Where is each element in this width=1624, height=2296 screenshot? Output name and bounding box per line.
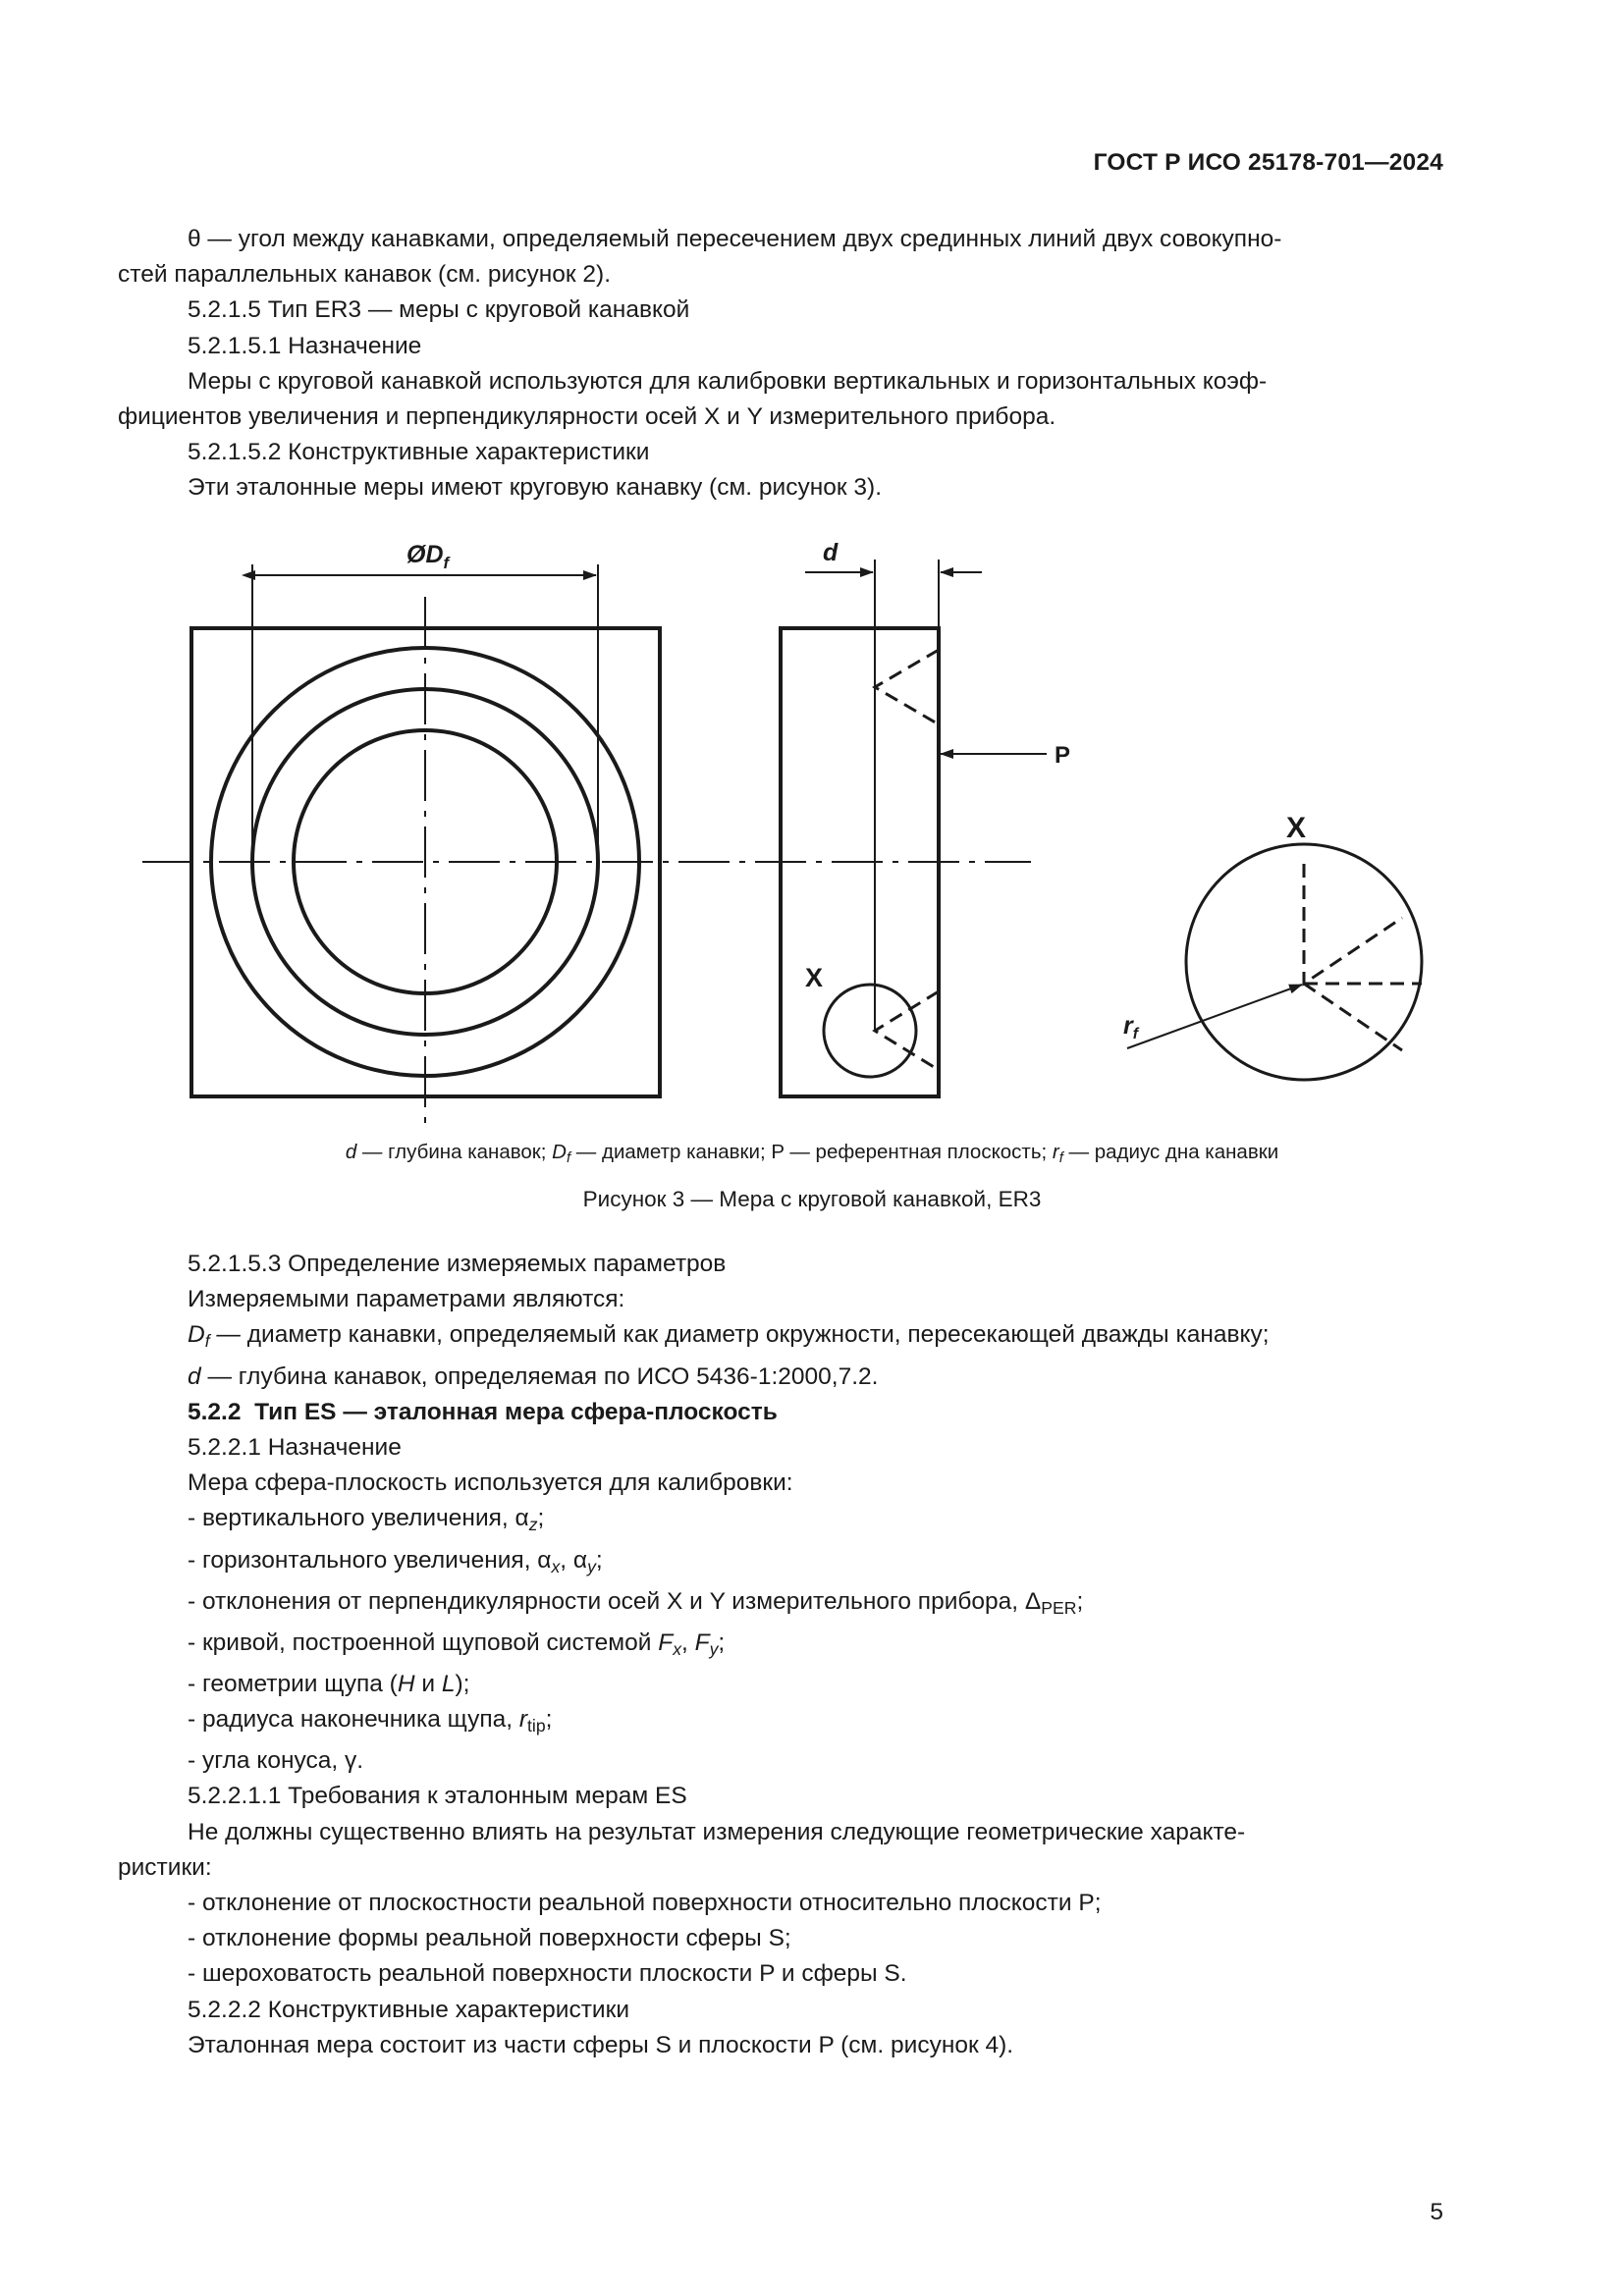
req-item-form: - отклонение формы реальной поверхности сферы S; [188,1925,791,1952]
item-tip-radius [188,1702,1442,1743]
i1-end: ; [537,1505,545,1532]
document-header: ГОСТ Р ИСО 25178-701—2024 [1093,149,1443,176]
requirements-line-2: ристики: [118,1853,212,1881]
legend-d: d [345,1141,357,1163]
top-text-block [118,222,1442,507]
i4: - кривой, построенной щуповой системой [188,1629,659,1656]
legend-D-sub: f [566,1150,571,1167]
figure-caption: Рисунок 3 — Мера с круговой канавкой, ER3 [582,1187,1042,1211]
s522-title: Тип ES — эталонная мера сфера-плоскость [254,1398,778,1425]
detail-view-x [1127,844,1422,1080]
i2-sub1: x [551,1556,561,1576]
item-vertical [188,1501,1442,1542]
groove-profile-top [875,650,939,724]
legend-r: r [1052,1141,1059,1163]
item-horizontal [188,1543,1442,1584]
i3-sub: PER [1041,1597,1077,1618]
i5-end: ); [455,1670,470,1697]
last-paragraph: Эталонная мера состоит из части сферы S и плоскости P (см. рисунок 4). [188,2031,1014,2058]
label-x-detail: X [805,963,824,992]
i6-r: r [518,1706,528,1734]
i5-mid: и [414,1670,442,1697]
i6: - радиуса наконечника щупа, [188,1706,519,1734]
purpose-line-1: Меры с круговой канавкой используются для калибровки вертикальных и горизонтальных коэф- [188,367,1268,395]
i2-end: ; [595,1546,603,1574]
i1: - вертикального увеличения, α [188,1505,529,1532]
item-geometry [188,1667,1442,1702]
section-5-2-1-5-3: 5.2.1.5.3 Определение измеряемых параметров [188,1251,727,1277]
purpose-line-2: фициентов увеличения и перпендикулярности осей X и Y измерительного прибора. [118,403,1056,431]
i5: - геометрии щупа ( [188,1670,398,1697]
legend-r-sub: f [1058,1150,1063,1167]
bottom-text-block [118,1247,1442,2063]
d-text: — глубина канавок, определяемая по ИСО 5436-1:2000,7.2. [200,1362,879,1390]
s522-num: 5.2.2 [188,1398,242,1425]
Df-sub: f [204,1331,210,1352]
Df-text: — диаметр канавки, определяемый как диаметр окружности, пересекающей дважды канавку; [209,1321,1270,1349]
i6-sub: tip [527,1716,546,1736]
i4-F2: F [694,1629,710,1656]
i6-end: ; [545,1706,553,1734]
legend-r-text: — радиус дна канавки [1062,1141,1279,1163]
i5-H: H [397,1670,415,1697]
label-d: d [823,539,839,566]
figure-3-drawing [0,520,1624,1129]
i5-L: L [441,1670,456,1697]
section-5-2-1-5-1: 5.2.1.5.1 Назначение [188,332,422,359]
section-5-2-2-1: 5.2.2.1 Назначение [188,1433,402,1461]
theta-line-1: θ — угол между канавками, определяемый пересечением двух срединных линий двух совокупно- [188,226,1282,252]
req-item-flatness: - отклонение от плоскостности реальной поверхности относительно плоскости P; [188,1890,1102,1917]
i3-end: ; [1076,1587,1084,1615]
i4-sub2: y [709,1638,719,1659]
i2: - горизонтального увеличения, α [188,1546,552,1574]
detail-x-circle [824,985,916,1077]
label-r: $r_f$ [1123,1012,1139,1042]
label-p: P [1055,742,1071,769]
i2-sub2: y [587,1556,596,1576]
Df-symbol: D [188,1321,205,1349]
i4-mid: , [681,1629,695,1656]
section-5-2-2-2: 5.2.2.2 Конструктивные характеристики [188,1996,630,2023]
i4-sub1: x [673,1638,682,1659]
legend-D-text: — диаметр канавки; P — референтная плоскость; [570,1141,1053,1163]
i4-end: ; [718,1629,726,1656]
requirements-line-1: Не должны существенно влиять на результат измерения следующие геометрические характе- [188,1818,1246,1845]
construction-desc: Эти эталонные меры имеют круговую канавку (см. рисунок 3). [188,474,882,502]
section-5-2-1-5-2: 5.2.1.5.2 Конструктивные характеристики [188,439,650,466]
label-diameter: $ØD_f$ [406,541,450,572]
section-5-2-2 [188,1395,1442,1430]
theta-definition-cont: стей параллельных канавок (см. рисунок 2). [118,261,611,289]
detail-groove-profile [1304,864,1402,984]
i1-sub: z [528,1515,538,1535]
front-view [142,564,1031,1129]
section-5-2-2-1-1: 5.2.2.1.1 Требования к эталонным мерам ES [188,1783,687,1810]
i4-F1: F [658,1629,674,1656]
theta-definition [188,222,1442,257]
figure-legend [0,1141,1624,1166]
d-symbol: d [188,1362,201,1390]
item-perpendicularity [188,1584,1442,1626]
def-d [188,1360,1442,1395]
section-5-2-1-5: 5.2.1.5 Тип ER3 — меры с круговой канавкой [188,296,690,324]
legend-D: D [552,1141,567,1163]
i3: - отклонения от перпендикулярности осей X и Y измерительного прибора, Δ [188,1587,1042,1615]
page-number: 5 [1430,2199,1443,2225]
label-x-view: X [1286,812,1307,844]
measured-intro: Измеряемыми параметрами являются: [188,1286,625,1313]
item-curve [188,1626,1442,1667]
legend-d-text: — глубина канавок; [356,1141,553,1163]
calibration-intro: Мера сфера-плоскость используется для калибровки: [188,1469,793,1497]
i2-mid: , α [560,1546,588,1574]
detail-groove-profile-2 [1304,984,1402,1050]
req-item-roughness: - шероховатость реальной поверхности плоскости P и сферы S. [188,1960,907,1988]
item-cone: - угла конуса, γ. [188,1747,364,1775]
def-Df [188,1317,1442,1359]
side-view [781,560,1047,1096]
